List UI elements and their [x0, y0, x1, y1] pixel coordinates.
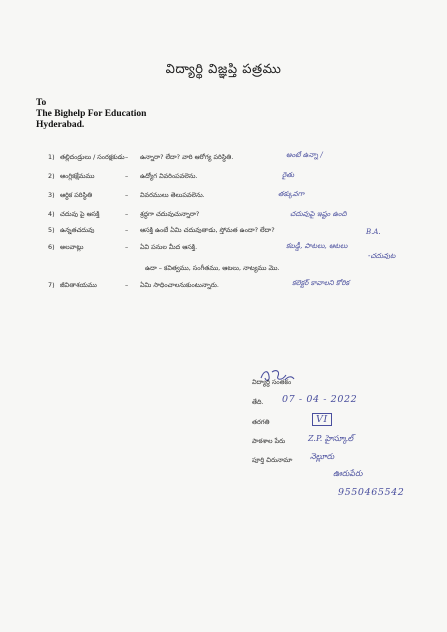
row-example-text: ఉదా – కవిత్వము, సంగీతము, ఆటలు, నాట్యము మొ.: [145, 264, 280, 272]
form-row-example: [0, 264, 447, 280]
class-value: VI: [312, 413, 332, 426]
row-number: 4): [48, 210, 55, 218]
form-row: [0, 243, 447, 259]
row-answer: చదువుపై ఇష్టం ఉంది: [290, 210, 347, 218]
row-label: ఉన్నతచదువు: [60, 226, 95, 234]
form-row: [0, 153, 447, 169]
row-dash: –: [125, 153, 129, 161]
row-label: అలవాట్లు: [60, 243, 84, 251]
row-dash: –: [125, 243, 129, 251]
row-label: ఆర్థిక పరిస్థితి: [60, 191, 93, 199]
row-question: ఏవి పనుల మీద ఆసక్తి.: [140, 243, 198, 251]
signature-label: విద్యార్థి సంతకం: [252, 378, 292, 386]
row-number: 1): [48, 153, 55, 161]
row-dash: –: [125, 210, 129, 218]
row-label: ఆంగ్లికక్షేమము: [60, 172, 95, 180]
row-label: తల్లిదండ్రులు / సంరక్షకుడు: [60, 153, 125, 161]
row-question: ఉద్యోగ వివరింపవలెను.: [140, 172, 198, 180]
row-dash: –: [125, 226, 129, 234]
address-value: నెల్లూరు: [310, 452, 335, 461]
row-label: చదువు పై ఆసక్తి: [60, 210, 100, 218]
row-number: 7): [48, 281, 55, 289]
row-number: 3): [48, 191, 55, 199]
form-row: [0, 210, 447, 226]
recipient-address: [36, 98, 146, 131]
address-org: The Bighelp For Education: [36, 109, 147, 119]
row-answer: B.A.: [366, 228, 381, 236]
row-dash: –: [125, 172, 129, 180]
row-question: వివరములు తెలుపవలెను.: [140, 191, 205, 199]
row-question: ఏమి సాధించాలనుకుంటున్నారు.: [140, 281, 219, 289]
form-title: విద్యార్థి విజ్ఞప్తి పత్రము: [165, 62, 282, 77]
school-value: Z.P. హైస్కూల్: [308, 434, 354, 443]
school-label: పాఠశాల పేరు: [252, 437, 286, 445]
row-answer: అంటే ఉన్నా /: [286, 151, 323, 159]
address-label: పూర్తి చిరునామా: [252, 456, 293, 464]
row-answer: రైతు: [282, 171, 295, 179]
row-answer: తక్కువగా: [278, 190, 305, 198]
row-number: 6): [48, 243, 55, 251]
row-question: శ్రద్ధగా చదువుచున్నారా?: [140, 210, 200, 218]
row-question: ఉన్నారా? లేదా? వారి ఆరోగ్య పరిస్థితి.: [140, 153, 234, 161]
form-row: [0, 172, 447, 188]
form-row: [0, 191, 447, 207]
row-number: 2): [48, 172, 55, 180]
row-label: జీవితాశయము: [60, 281, 97, 289]
phone-value: 9550465542: [338, 487, 405, 498]
date-label: తేది.: [252, 398, 264, 406]
row-answer: కలెక్టర్ కావాలని కోరిక: [292, 279, 350, 287]
class-label: తరగతి: [252, 418, 270, 426]
address-value-line2: ఊరుపేరు: [333, 469, 363, 478]
row-dash: –: [125, 191, 129, 199]
form-row: [0, 226, 447, 242]
form-row: [0, 281, 447, 297]
row-question: ఆసక్తి ఉంటే ఏమి చదువుతాడు, స్తోమత ఉందా? లేదా?: [140, 226, 275, 234]
row-answer-continued: -చదువుట: [368, 252, 396, 260]
row-number: 5): [48, 226, 55, 234]
row-answer: కబడ్డీ, పాటలు, ఆటలు: [286, 242, 348, 250]
address-to: To: [36, 98, 47, 108]
date-value: 07 - 04 - 2022: [282, 394, 358, 405]
address-city: Hyderabad.: [36, 120, 85, 130]
row-dash: –: [125, 281, 129, 289]
